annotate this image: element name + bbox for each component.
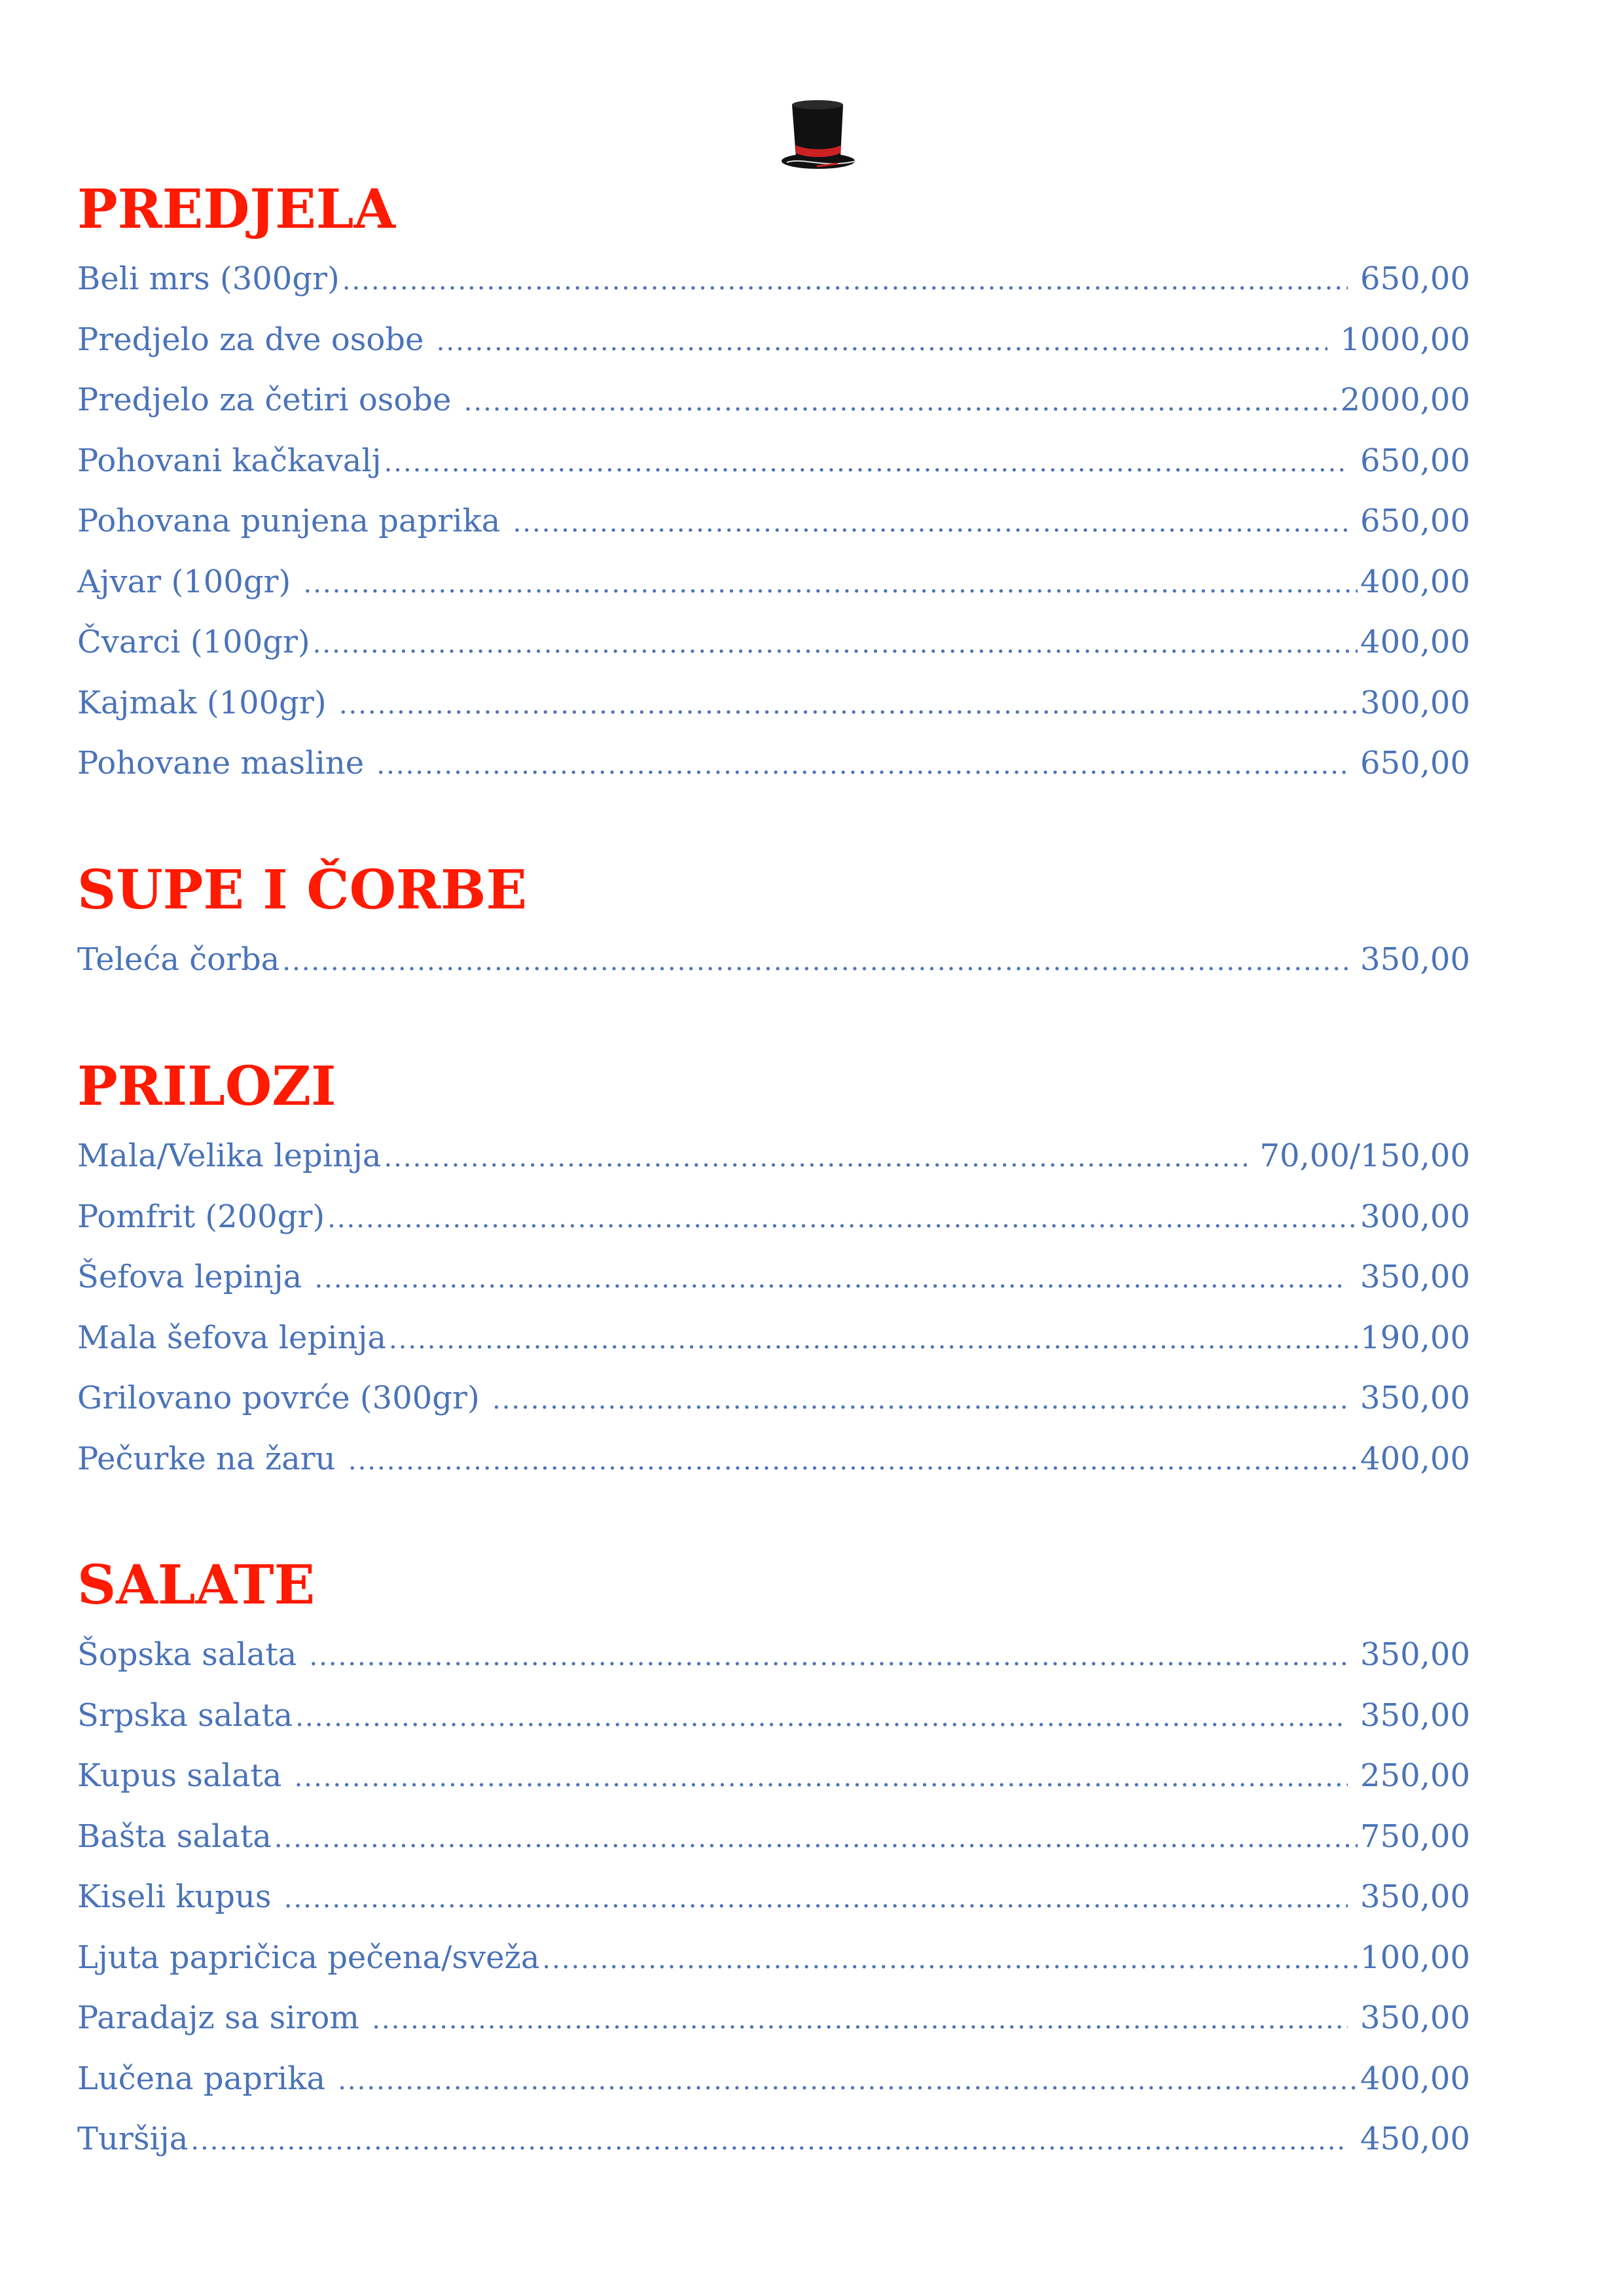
dot-leader [542, 1929, 1358, 1990]
menu-item [77, 552, 1470, 613]
dot-leader [313, 614, 1358, 675]
item-name: Lučena paprika [77, 2060, 336, 2097]
dot-leader [342, 251, 1348, 312]
item-price: 350,00 [1350, 2000, 1470, 2036]
item-price: 350,00 [1350, 1878, 1470, 1915]
item-name: Pohovani kačkavalj [77, 442, 382, 479]
section-title: PRILOZI [77, 1055, 336, 1118]
menu-item [77, 1624, 1470, 1685]
item-name: Kajmak (100gr) [77, 684, 336, 721]
menu-item [77, 431, 1470, 492]
menu-item [77, 491, 1470, 552]
dot-leader [284, 1869, 1348, 1929]
item-price: 100,00 [1360, 1939, 1470, 1976]
item-name: Kiseli kupus [77, 1878, 281, 1915]
item-price: 400,00 [1360, 624, 1470, 660]
dot-leader [437, 312, 1328, 372]
item-price: 750,00 [1360, 1818, 1470, 1855]
dot-leader [190, 2111, 1347, 2172]
item-name: Grilovano povrće (300gr) [77, 1380, 490, 1416]
item-name: Ljuta papričica pečena/sveža [77, 1939, 540, 1976]
item-price: 650,00 [1350, 260, 1470, 297]
item-list [77, 1126, 1470, 1489]
item-name: Kupus salata [77, 1757, 292, 1794]
item-name: Mala/Velika lepinja [77, 1138, 382, 1174]
item-name: Turšija [77, 2121, 189, 2157]
menu-item [77, 1247, 1470, 1308]
item-list [77, 1624, 1470, 2170]
menu-item [77, 929, 1470, 990]
item-price: 650,00 [1350, 442, 1470, 479]
item-name: Bašta salata [77, 1818, 272, 1855]
item-price: 2000,00 [1340, 382, 1470, 418]
item-name: Srpska salata [77, 1696, 293, 1734]
menu-item [77, 1126, 1470, 1187]
dot-leader [327, 1189, 1358, 1249]
section-title: PREDJELA [77, 178, 395, 241]
dot-leader [282, 931, 1348, 992]
menu-item [77, 733, 1470, 794]
menu-item [77, 1746, 1470, 1806]
dot-leader [384, 433, 1348, 493]
item-price: 650,00 [1350, 503, 1470, 539]
item-list [77, 929, 1470, 990]
item-name: Čvarci (100gr) [77, 624, 310, 660]
dot-leader [295, 1687, 1348, 1748]
item-price: 400,00 [1360, 2060, 1470, 2097]
menu-item [77, 1187, 1470, 1247]
section-title: SUPE I ČORBE [77, 859, 527, 922]
item-price: 300,00 [1360, 684, 1470, 721]
item-price: 350,00 [1350, 941, 1470, 978]
dot-leader [314, 1249, 1347, 1310]
item-price: 350,00 [1350, 1259, 1470, 1295]
item-name: Beli mrs (300gr) [77, 260, 340, 297]
item-price: 190,00 [1360, 1319, 1470, 1356]
item-price: 350,00 [1350, 1696, 1470, 1734]
item-name: Pomfrit (200gr) [77, 1198, 325, 1235]
menu-item [77, 1928, 1470, 1988]
dot-leader [384, 1128, 1247, 1189]
dot-leader [295, 1748, 1348, 1808]
menu-item [77, 2049, 1470, 2109]
item-name: Mala šefova lepinja [77, 1319, 386, 1356]
item-name: Šopska salata [77, 1636, 307, 1673]
item-name: Pohovana punjena paprika [77, 503, 511, 539]
menu-item [77, 2109, 1470, 2170]
menu-item [77, 1308, 1470, 1369]
item-name: Ajvar (100gr) [77, 563, 301, 600]
menu-item [77, 1368, 1470, 1429]
item-price: 250,00 [1350, 1757, 1470, 1794]
item-name: Pečurke na žaru [77, 1440, 346, 1477]
dot-leader [338, 2051, 1358, 2111]
dot-leader [389, 1310, 1358, 1371]
item-price: 450,00 [1350, 2121, 1470, 2157]
menu-item [77, 310, 1470, 370]
item-price: 400,00 [1360, 563, 1470, 600]
dot-leader [309, 1626, 1347, 1687]
dot-leader [339, 675, 1358, 736]
item-name: Šefova lepinja [77, 1259, 312, 1295]
item-name: Teleća čorba [77, 941, 280, 978]
dot-leader [492, 1370, 1348, 1431]
item-price: 70,00/150,00 [1250, 1138, 1470, 1174]
menu-item [77, 370, 1470, 431]
dot-leader [464, 372, 1338, 433]
menu-item [77, 612, 1470, 673]
item-name: Pohovane masline [77, 745, 374, 781]
item-name: Predjelo za dve osobe [77, 321, 434, 358]
menu-item [77, 249, 1470, 310]
item-price: 400,00 [1360, 1440, 1470, 1477]
dot-leader [376, 735, 1347, 796]
menu-item [77, 1685, 1470, 1746]
menu-item [77, 1806, 1470, 1867]
dot-leader [513, 493, 1348, 554]
menu-item [77, 673, 1470, 734]
item-price: 300,00 [1360, 1198, 1470, 1235]
menu-item [77, 1988, 1470, 2049]
section-title: SALATE [77, 1554, 316, 1617]
menu-item [77, 1429, 1470, 1490]
dot-leader [303, 554, 1358, 615]
menu-item [77, 1867, 1470, 1928]
item-price: 350,00 [1350, 1380, 1470, 1416]
item-price: 350,00 [1350, 1636, 1470, 1673]
top-hat-icon [778, 98, 869, 175]
dot-leader [274, 1808, 1358, 1869]
item-price: 1000,00 [1330, 321, 1470, 358]
item-name: Predjelo za četiri osobe [77, 382, 461, 418]
dot-leader [372, 1990, 1348, 2051]
dot-leader [348, 1431, 1358, 1492]
item-price: 650,00 [1350, 745, 1470, 781]
item-list [77, 249, 1470, 794]
item-name: Paradajz sa sirom [77, 2000, 370, 2036]
